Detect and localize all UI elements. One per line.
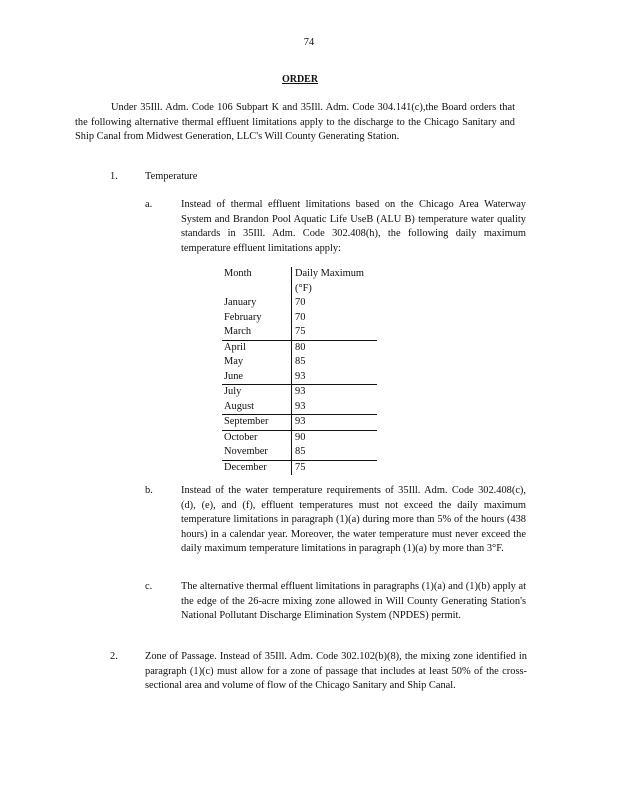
table-cell-month: March	[222, 325, 292, 340]
table-cell-value: 93	[292, 370, 378, 385]
table-cell-month: November	[222, 445, 292, 460]
table-cell-value: 85	[292, 355, 378, 370]
subitem-a-letter: a.	[145, 199, 153, 210]
subitem-c-letter: c.	[145, 581, 153, 592]
table-cell-month: October	[224, 431, 258, 443]
table-cell-month: February	[224, 311, 262, 323]
item-1-label: Temperature	[145, 171, 198, 182]
page-number: 74	[303, 37, 315, 48]
item-2-number: 2.	[110, 651, 118, 662]
table-cell-month: April	[224, 341, 246, 353]
table-cell-month: June	[222, 370, 292, 385]
table-cell-value: 70	[292, 311, 378, 326]
table-cell-month: May	[224, 356, 244, 367]
table-header-month: Month	[224, 268, 252, 279]
table-cell-value: 75	[292, 460, 378, 475]
table-cell-month: September	[222, 415, 292, 431]
table-cell-month: January	[224, 297, 257, 308]
table-cell-value: 80	[292, 340, 378, 355]
item-1-number: 1.	[110, 171, 118, 182]
table-cell-month: August	[222, 400, 292, 415]
table-cell-value: 93	[292, 385, 378, 400]
table-cell-value: 85	[292, 445, 378, 460]
subitem-c-text: The alternative thermal effluent limitations in paragraphs (1)(a) and (1)(b) apply at the edge of the 26-acre mixing zone allowed in Will County Generating Station's National Pollutant Discharge Elimination System (NPDES) permit.	[181, 581, 526, 621]
intro-paragraph: Under 35Ill. Adm. Code 106 Subpart K and 35Ill. Adm. Code 304.141(c),the Board orders that the following alternative thermal effluent limitations apply to the discharge to the Chicago Sanitary and Ship Canal from Midwest Generation, LLC's Will County Generating Station.	[75, 102, 515, 142]
table-cell-value: 90	[292, 430, 378, 445]
table-cell-value: 93	[292, 400, 378, 415]
subitem-b-text: Instead of the water temperature requirements of 35Ill. Adm. Code 302.408(c), (d), (e), and (f), effluent temperatures must not exceed the daily maximum temperature limitations in paragraph (1)(a) during more than 5% of the hours (438 hours) in a calendar year. Moreover, the water temperature must never exceed the daily maximum temperature limitations in paragraph (1)(a) by more than 3°F.	[181, 485, 526, 554]
table-cell-value: 93	[292, 415, 378, 431]
subitem-b-letter: b.	[145, 485, 153, 496]
temperature-limits-table	[222, 267, 377, 475]
item-2-text: Zone of Passage. Instead of 35Ill. Adm. Code 302.102(b)(8), the mixing zone identified in paragraph (1)(c) must allow for a zone of passage that includes at least 50% of the cross-sectional area and volume of flow of the Chicago Sanitary and Ship Canal.	[145, 651, 527, 691]
subitem-a-text: Instead of thermal effluent limitations based on the Chicago Area Waterway System and Brandon Pool Aquatic Life UseB (ALU B) temperature water quality standards in 35Ill. Adm. Code 302.408(h), the following daily maximum temperature effluent limitations apply:	[181, 199, 526, 254]
table-cell-value: 75	[292, 325, 378, 340]
order-heading: ORDER	[281, 74, 319, 85]
table-cell-month: July	[224, 386, 242, 397]
table-cell-month: December	[224, 461, 267, 473]
table-cell-value: 70	[292, 296, 378, 311]
table-header-value: Daily Maximum (°F)	[292, 267, 378, 296]
